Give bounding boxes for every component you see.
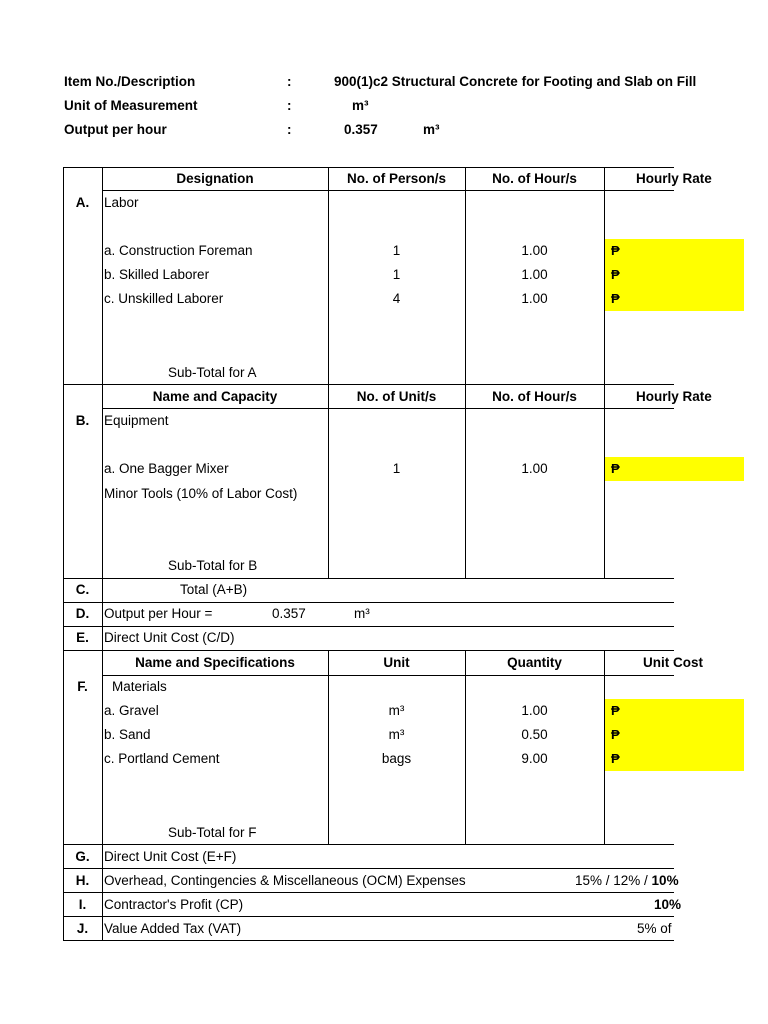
output-row-value: 0.357: [272, 606, 306, 621]
section-letter: G.: [75, 849, 90, 864]
output-row-label: Output per Hour =: [104, 606, 213, 621]
unit-value: m³: [352, 98, 369, 113]
table-row-hours: 1.00: [521, 243, 548, 258]
unit-label: Unit of Measurement: [64, 98, 198, 113]
highlight-cell: [605, 287, 744, 311]
table-row-qty: 1.00: [521, 703, 548, 718]
table-row-name: b. Sand: [104, 727, 151, 742]
column-header: Unit Cost: [643, 655, 703, 670]
item-label: Item No./Description: [64, 74, 196, 89]
column-header: No. of Hour/s: [492, 389, 577, 404]
subtotal-label: Sub-Total for A: [168, 365, 257, 380]
table-row-unit: bags: [381, 751, 412, 766]
table-row-hours: 1.00: [521, 267, 548, 282]
subtotal-label: Sub-Total for F: [168, 825, 257, 840]
section-letter: B.: [75, 413, 90, 428]
colon: :: [287, 122, 292, 137]
colon: :: [287, 98, 292, 113]
profit-label: Contractor's Profit (CP): [104, 897, 244, 912]
peso-icon: ₱: [611, 727, 620, 742]
section-letter: C.: [75, 582, 90, 597]
total-label: Total (A+B): [180, 582, 248, 597]
peso-icon: ₱: [611, 461, 620, 476]
column-header: Unit: [383, 655, 410, 670]
section-letter: I.: [78, 897, 87, 912]
section-letter: D.: [75, 606, 90, 621]
direct-cost-total-label: Direct Unit Cost (E+F): [104, 849, 237, 864]
section-letter: F.: [77, 679, 88, 694]
output-label: Output per hour: [64, 122, 167, 137]
peso-icon: ₱: [611, 751, 620, 766]
column-header: No. of Unit/s: [356, 389, 437, 404]
output-value: 0.357: [344, 122, 378, 137]
column-header: Designation: [176, 171, 254, 186]
table-row-hours: 1.00: [521, 291, 548, 306]
peso-icon: ₱: [611, 243, 620, 258]
table-row-name: b. Skilled Laborer: [104, 267, 210, 282]
ocm-rate: [575, 873, 679, 889]
direct-cost-label: Direct Unit Cost (C/D): [104, 630, 235, 645]
item-description: 900(1)c2 Structural Concrete for Footing and Slab on Fill: [334, 74, 697, 89]
highlight-cell: [605, 747, 744, 771]
column-header: Name and Capacity: [152, 389, 278, 404]
table-row-units: 1: [392, 461, 401, 476]
colon: :: [287, 74, 292, 89]
column-header: Name and Specifications: [135, 655, 295, 670]
column-header: Hourly Rate: [636, 389, 712, 404]
ocm-rate-plain: 15% / 12% /: [575, 873, 652, 888]
vat-label: Value Added Tax (VAT): [104, 921, 242, 936]
highlight-cell: [605, 723, 744, 747]
profit-rate: 10%: [654, 897, 682, 912]
highlight-cell: [605, 239, 744, 263]
section-letter: E.: [76, 630, 89, 645]
highlight-cell: [605, 699, 744, 723]
minor-tools-label: Minor Tools (10% of Labor Cost): [104, 486, 298, 501]
table-row-name: a. Gravel: [104, 703, 159, 718]
section-title: Labor: [104, 195, 139, 210]
column-header: No. of Person/s: [346, 171, 446, 186]
peso-icon: ₱: [611, 703, 620, 718]
section-title: Equipment: [104, 413, 169, 428]
highlight-cell: [605, 457, 744, 481]
section-letter: J.: [76, 921, 89, 936]
table-row-name: a. Construction Foreman: [104, 243, 253, 258]
table-row-name: c. Unskilled Laborer: [104, 291, 224, 306]
table-row-persons: 1: [392, 243, 401, 258]
column-header: Hourly Rate: [636, 171, 712, 186]
subtotal-label: Sub-Total for B: [168, 558, 258, 573]
section-title: Materials: [112, 679, 167, 694]
column-header: No. of Hour/s: [492, 171, 577, 186]
peso-icon: ₱: [611, 291, 620, 306]
peso-icon: ₱: [611, 267, 620, 282]
table-row-hours: 1.00: [521, 461, 548, 476]
table-row-unit: m³: [388, 727, 405, 742]
table-row-qty: 0.50: [521, 727, 548, 742]
column-header: Quantity: [507, 655, 562, 670]
vat-rate: 5% of: [637, 921, 672, 936]
highlight-cell: [605, 263, 744, 287]
section-letter: H.: [75, 873, 90, 888]
table-row-name: c. Portland Cement: [104, 751, 220, 766]
table-row-qty: 9.00: [521, 751, 548, 766]
table-row-persons: 1: [392, 267, 401, 282]
table-row-persons: 4: [392, 291, 401, 306]
table-row-unit: m³: [388, 703, 405, 718]
ocm-label: Overhead, Contingencies & Miscellaneous (OCM) Expenses: [104, 873, 466, 888]
ocm-rate-bold: 10%: [651, 873, 679, 888]
section-letter: A.: [75, 195, 90, 210]
output-unit: m³: [423, 122, 440, 137]
output-row-unit: m³: [354, 606, 370, 621]
table-row-name: a. One Bagger Mixer: [104, 461, 229, 476]
